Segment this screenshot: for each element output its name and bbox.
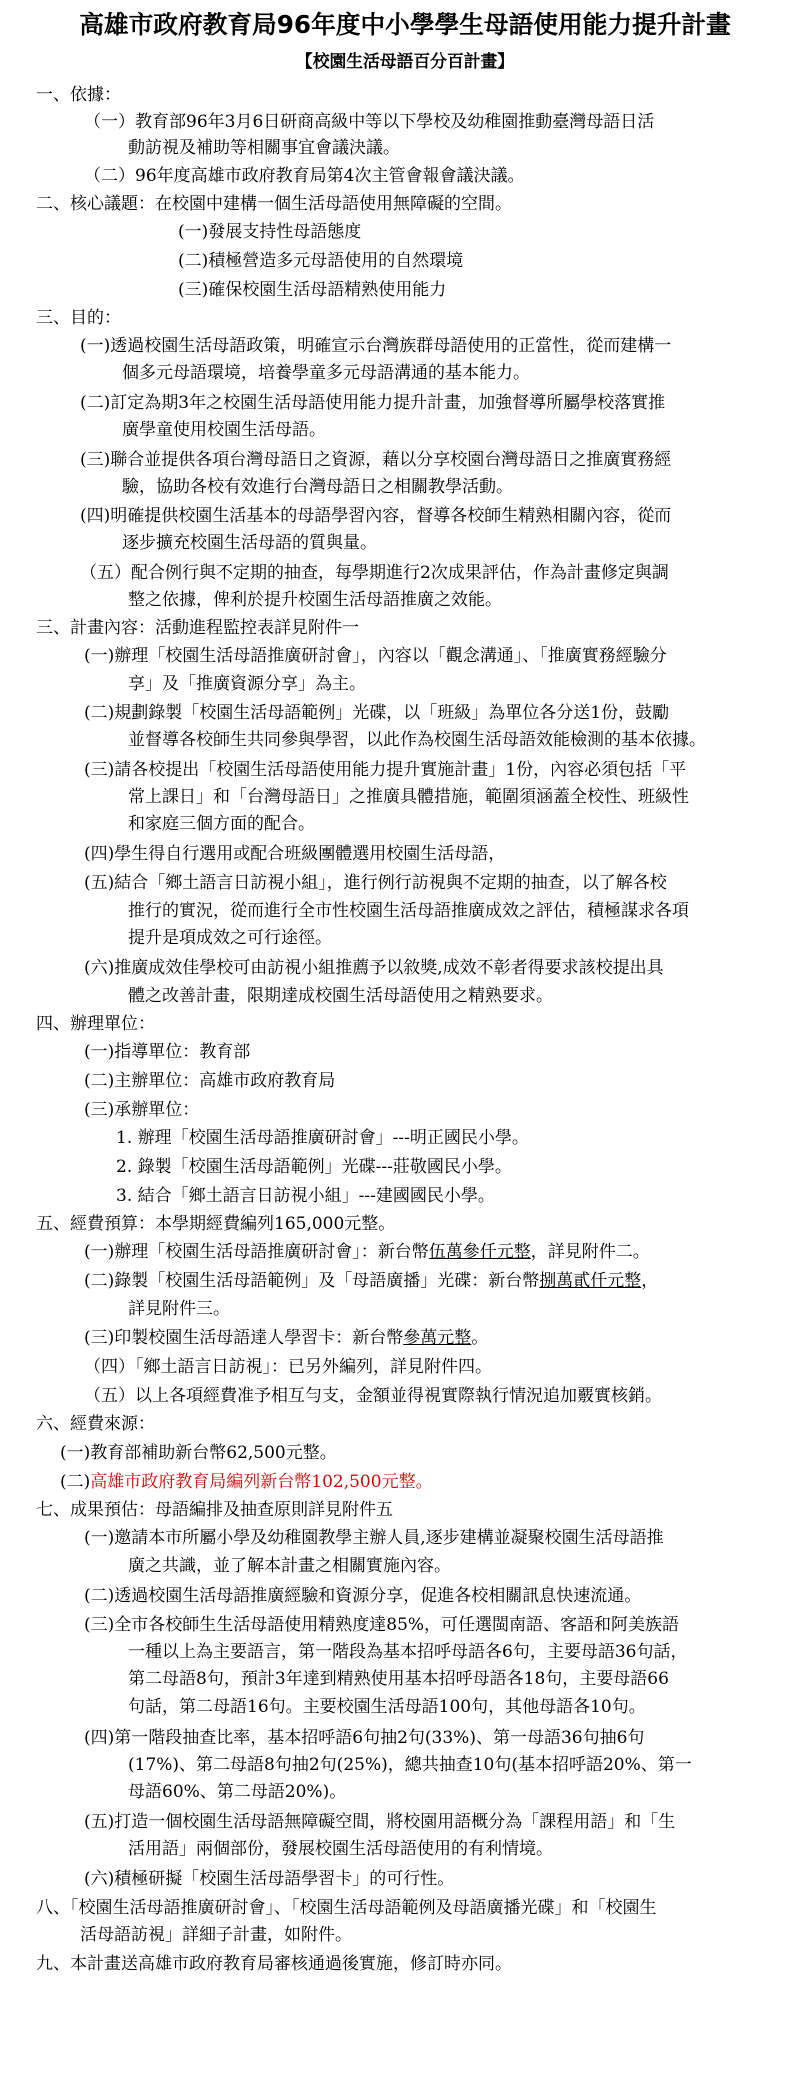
section-units-heading: 四、辦理單位： [36, 1014, 155, 1034]
section-purpose-item-3-cont: 驗，協助各校有效進行台灣母語日之相關教學活動。 [122, 477, 513, 497]
section-subplans: 八、「校園生活母語推廣研討會」、「校園生活母語範例及母語廣播光碟」和「校園生 [36, 1898, 657, 1918]
section-subplans-cont: 活母語訪視」詳細子計畫，如附件。 [80, 1925, 352, 1945]
document-title: 高雄市政府教育局96年度中小學學生母語使用能力提升計畫 [79, 10, 731, 39]
section-core-item-2: (二)積極營造多元母語使用的自然環境 [178, 251, 464, 271]
section-basis-item-1-cont: 動訪視及補助等相關事宜會議決議。 [128, 138, 400, 158]
section-funding-item-1: (一)教育部補助新台幣62,500元整。 [60, 1443, 337, 1463]
budget-item-3-text: (三)印製校園生活母語達人學習卡：新台幣 [84, 1328, 404, 1348]
section-outcome-item-3-cont-3: 句話，第二母語16句。主要校園生活母語100句，其他母語各10句。 [128, 1697, 646, 1717]
section-outcome-item-4-cont: (17%)、第二母語8句抽2句(25%)，總共抽查10句(基本招呼語20%、第一 [128, 1755, 692, 1775]
section-outcome-heading: 七、成果預估：母語編排及抽查原則詳見附件五 [36, 1500, 393, 1520]
section-budget-item-2-cont: 詳見附件三。 [128, 1299, 230, 1319]
section-budget-item-2 [84, 1270, 658, 1292]
budget-item-3-suffix: 。 [471, 1328, 489, 1348]
section-basis-item-2: （二）96年度高雄市政府教育局第4次主管會報會議決議。 [84, 166, 525, 186]
section-content-item-4: (四)學生得自行選用或配合班級團體選用校園生活母語， [84, 844, 506, 864]
funding-item-2-label: (二) [60, 1472, 91, 1492]
section-core-heading: 二、核心議題：在校園中建構一個生活母語使用無障礙的空間。 [36, 194, 512, 214]
section-outcome-item-3-cont-2: 第二母語8句，預計3年達到精熟使用基本招呼母語各18句，主要母語66 [128, 1669, 669, 1689]
section-budget-heading: 五、經費預算：本學期經費編列165,000元整。 [36, 1214, 396, 1234]
section-purpose-item-5-cont: 整之依據，俾利於提升校園生活母語推廣之效能。 [128, 590, 502, 610]
section-outcome-item-6: (六)積極研擬「校園生活母語學習卡」的可行性。 [84, 1869, 455, 1889]
section-content-item-6: (六)推廣成效佳學校可由訪視小組推薦予以敘獎,成效不彰者得要求該校提出具 [84, 958, 664, 978]
section-outcome-item-5: (五)打造一個校園生活母語無障礙空間，將校園用語概分為「課程用語」和「生 [84, 1812, 676, 1832]
section-outcome-item-2: (二)透過校園生活母語推廣經驗和資源分享，促進各校相關訊息快速流通。 [84, 1586, 642, 1606]
section-units-item-2: (二)主辦單位：高雄市政府教育局 [84, 1071, 336, 1091]
budget-item-2-suffix: ， [641, 1271, 659, 1291]
section-purpose-item-1-cont: 個多元母語環境，培養學童多元母語溝通的基本能力。 [122, 363, 530, 383]
section-purpose-heading: 三、目的： [36, 308, 121, 328]
budget-item-1-amount: 伍萬參仟元整 [428, 1242, 531, 1262]
section-content-item-5-cont-2: 提升是項成效之可行途徑。 [128, 928, 332, 948]
section-outcome-item-5-cont: 活用語」兩個部份，發展校園生活母語使用的有利情境。 [128, 1839, 553, 1859]
section-budget-item-1 [84, 1241, 650, 1263]
section-content-item-5: (五)結合「鄉土語言日訪視小組」，進行例行訪視與不定期的抽查，以了解各校 [84, 873, 667, 893]
section-purpose-item-4-cont: 逐步擴充校園生活母語的質與量。 [122, 533, 377, 553]
section-outcome-item-4-cont-2: 母語60%、第二母語20%)。 [128, 1782, 347, 1802]
section-purpose-item-2: (二)訂定為期3年之校園生活母語使用能力提升計畫，加強督導所屬學校落實推 [80, 393, 666, 413]
section-content-heading: 三、計畫內容：活動進程監控表詳見附件一 [36, 618, 359, 638]
section-units-subitem-2: 2. 錄製「校園生活母語範例」光碟---莊敬國民小學。 [116, 1157, 512, 1177]
section-outcome-item-4: (四)第一階段抽查比率，基本招呼語6句抽2句(33%)、第一母語36句抽6句 [84, 1728, 645, 1748]
section-purpose-item-4: (四)明確提供校園生活基本的母語學習內容，督導各校師生精熟相關內容，從而 [80, 506, 672, 526]
section-purpose-item-3: (三)聯合並提供各項台灣母語日之資源，藉以分享校園台灣母語日之推廣實務經 [80, 450, 672, 470]
budget-item-1-text: (一)辦理「校園生活母語推廣研討會」：新台幣 [84, 1242, 429, 1262]
section-purpose-item-5: （五）配合例行與不定期的抽查，每學期進行2次成果評估，作為計畫修定與調 [80, 563, 669, 583]
section-content-item-1-cont: 享」及「推廣資源分享」為主。 [128, 674, 366, 694]
section-basis-item-1: （一）教育部96年3月6日研商高級中等以下學校及幼稚園推動臺灣母語日活 [84, 112, 655, 132]
section-content-item-3: (三)請各校提出「校園生活母語使用能力提升實施計畫」1份，內容必須包括「平 [84, 760, 687, 780]
section-budget-item-5: （五）以上各項經費准予相互勻支，金額並得視實際執行情況追加覈實核銷。 [84, 1386, 662, 1406]
section-content-item-6-cont: 體之改善計畫，限期達成校園生活母語使用之精熟要求。 [128, 986, 553, 1006]
section-units-subitem-3: 3. 結合「鄉土語言日訪視小組」---建國國民小學。 [116, 1186, 495, 1206]
budget-item-1-suffix: ，詳見附件二。 [530, 1242, 650, 1262]
section-core-item-3: (三)確保校園生活母語精熟使用能力 [178, 280, 447, 300]
section-content-item-1: (一)辦理「校園生活母語推廣研討會」，內容以「觀念溝通」、「推廣實務經驗分 [84, 646, 667, 666]
section-purpose-item-2-cont: 廣學童使用校園生活母語。 [122, 420, 326, 440]
section-outcome-item-3-cont: 一種以上為主要語言，第一階段為基本招呼母語各6句，主要母語36句話， [128, 1642, 688, 1662]
section-funding-heading: 六、經費來源： [36, 1414, 155, 1434]
budget-item-2-text: (二)錄製「校園生活母語範例」及「母語廣播」光碟：新台幣 [84, 1271, 540, 1291]
section-outcome-item-1: (一)邀請本市所屬小學及幼稚園教學主辦人員,逐步建構並凝聚校園生活母語推 [84, 1528, 664, 1548]
section-units-item-3: (三)承辦單位： [84, 1100, 200, 1120]
section-outcome-item-3: (三)全市各校師生生活母語使用精熟度達85%，可任選閩南語、客語和阿美族語 [84, 1615, 680, 1635]
section-budget-item-4: （四）「鄉土語言日訪視」：已另外編列，詳見附件四。 [84, 1357, 492, 1377]
section-content-item-3-cont: 常上課日」和「台灣母語日」之推廣具體措施，範圍須涵蓋全校性、班級性 [128, 787, 689, 807]
section-core-item-1: (一)發展支持性母語態度 [178, 222, 362, 242]
section-approval: 九、本計畫送高雄市政府教育局審核通過後實施，修訂時亦同。 [36, 1954, 512, 1974]
funding-item-2-highlight: 高雄市政府教育局編列新台幣102,500元整。 [90, 1472, 433, 1492]
section-units-item-1: (一)指導單位：教育部 [84, 1042, 251, 1062]
section-budget-item-3 [84, 1327, 488, 1349]
budget-item-3-amount: 參萬元整 [403, 1328, 472, 1348]
section-basis-heading: 一、依據： [36, 85, 121, 105]
section-purpose-item-1: (一)透過校園生活母語政策，明確宣示台灣族群母語使用的正當性，從而建構一 [80, 336, 672, 356]
document-subtitle: 【校園生活母語百分百計畫】 [295, 51, 515, 71]
section-content-item-2: (二)規劃錄製「校園生活母語範例」光碟，以「班級」為單位各分送1份，鼓勵 [84, 703, 670, 723]
section-units-subitem-1: 1. 辦理「校園生活母語推廣研討會」---明正國民小學。 [116, 1128, 529, 1148]
section-outcome-item-1-cont: 廣之共識，並了解本計畫之相關實施內容。 [128, 1556, 451, 1576]
section-content-item-2-cont: 並督導各校師生共同參與學習，以此作為校園生活母語效能檢測的基本依據。 [128, 730, 706, 750]
budget-item-2-amount: 捌萬貳仟元整 [539, 1271, 642, 1291]
section-content-item-3-cont-2: 和家庭三個方面的配合。 [128, 814, 315, 834]
section-content-item-5-cont: 推行的實況，從而進行全市性校園生活母語推廣成效之評估，積極謀求各項 [128, 901, 689, 921]
section-funding-item-2 [60, 1471, 433, 1493]
